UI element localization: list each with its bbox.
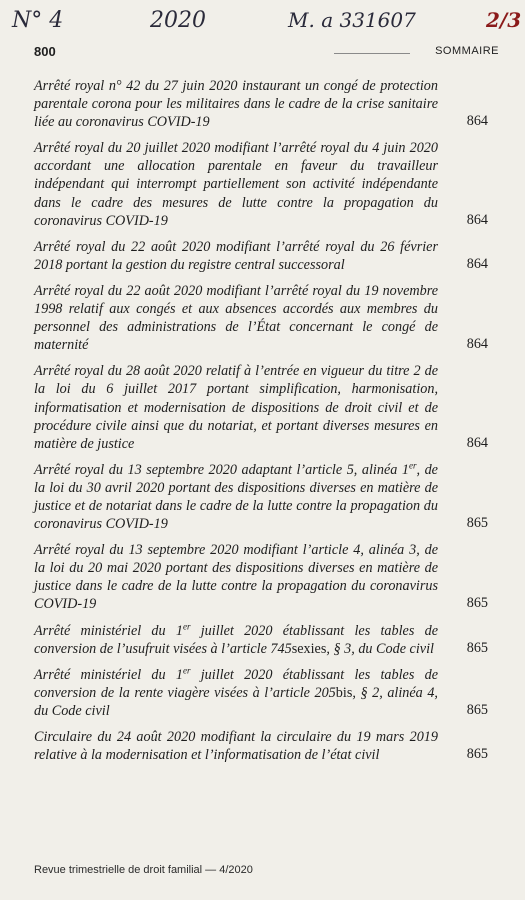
section-title: SOMMAIRE (435, 45, 499, 57)
toc-entry-page: 865 (466, 701, 488, 718)
toc-entry (34, 728, 488, 764)
toc-entry-title: Arrêté royal du 22 août 2020 modifiant l’arrêté royal du 26 février 2018 portant la gestion du registre central successoral (34, 238, 438, 273)
toc-entry-page: 864 (466, 211, 488, 228)
toc-entry-page: 865 (466, 515, 488, 532)
toc-entry (34, 666, 488, 720)
handwritten-issue-number: N° 4 (12, 8, 64, 33)
toc-entry-page: 864 (466, 336, 488, 353)
toc-entry (34, 77, 488, 131)
header-rule (334, 53, 410, 54)
toc-entry-title: Arrêté royal du 22 août 2020 modifiant l’arrêté royal du 19 novembre 1998 relatif aux congés et aux absences accordés aux membres du personnel des administrations de l’État concernant le congé de maternité (34, 282, 438, 354)
journal-footer: Revue trimestrielle de droit familial — 4/2020 (34, 864, 253, 876)
toc-entry (34, 238, 488, 274)
toc-entry (34, 622, 488, 658)
toc-entry-page: 865 (466, 639, 488, 656)
toc-entry-title: Arrêté royal du 28 août 2020 relatif à l’entrée en vigueur du titre 2 de la loi du 6 juillet 2017 portant simplification, harmonisation, informatisation et modernisation de dispositions de droit civil et de procédure civile ainsi que du notariat, et portant diverses mesures en matière de justice (34, 363, 438, 452)
toc-entry-title: Arrêté royal n° 42 du 27 juin 2020 instaurant un congé de protection parentale corona pour les militaires dans le cadre de la crise sanitaire liée au coronavirus COVID-19 (34, 78, 438, 131)
toc-entry (34, 139, 488, 229)
toc-entry-title: Arrêté royal du 13 septembre 2020 adaptant l’article 5, alinéa 1er, de la loi du 30 avril 2020 portant des dispositions diverses en matière de justice et de notariat dans le cadre de la lutte contre la propagation du coronavirus COVID-19 (34, 460, 438, 533)
toc-entry-page: 865 (466, 746, 488, 763)
page-number: 800 (34, 44, 56, 59)
toc-entry-title: Circulaire du 24 août 2020 modifiant la circulaire du 19 mars 2019 relative à la modernisation et l’informatisation de l’état civil (34, 729, 438, 764)
toc-entry-title: Arrêté ministériel du 1er juillet 2020 établissant les tables de conversion de la rente viagère visées à l’article 205bis, § 2, alinéa 4, du Code civil (34, 664, 439, 719)
page-header (34, 44, 499, 64)
handwritten-reference: M. a 331607 (288, 8, 416, 32)
toc-entry-title: Arrêté ministériel du 1er juillet 2020 établissant les tables de conversion de l’usufruit visées à l’article 745sexies, § 3, du Code civil (34, 620, 439, 657)
toc-entry (34, 461, 488, 533)
toc-entry-page: 865 (466, 595, 488, 612)
handwritten-year: 2020 (150, 8, 206, 33)
handwritten-annotations (0, 4, 525, 38)
toc-entry-page: 864 (466, 434, 488, 451)
toc-entry (34, 541, 488, 613)
table-of-contents (34, 77, 488, 772)
toc-entry-title: Arrêté royal du 20 juillet 2020 modifiant l’arrêté royal du 4 juin 2020 accordant une allocation parentale en faveur du travailleur indépendant qui interrompt partiellement son activité indépendante dans le cadre des mesures de lutte contre la propagation du coronavirus COVID-19 (34, 140, 438, 229)
toc-entry (34, 362, 488, 452)
handwritten-page-mark: 2/3 (486, 8, 522, 32)
toc-entry (34, 282, 488, 354)
toc-entry-page: 864 (466, 255, 488, 272)
toc-entry-title: Arrêté royal du 13 septembre 2020 modifiant l’article 4, alinéa 3, de la loi du 20 mai 2020 portant des dispositions diverses en matière de justice dans le cadre de la lutte contre la propagation du coronavirus COVID-19 (34, 542, 438, 613)
toc-entry-page: 864 (466, 113, 488, 130)
